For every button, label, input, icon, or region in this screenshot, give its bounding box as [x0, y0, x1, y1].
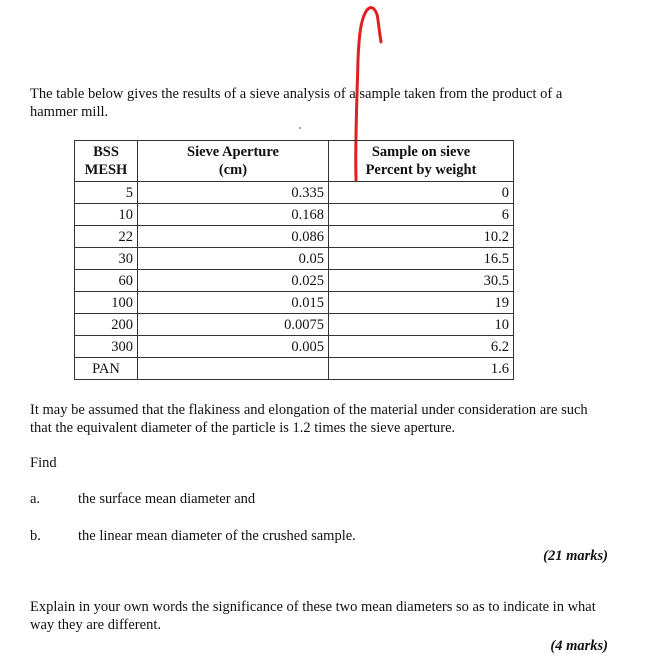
cell-mesh: 5 — [75, 182, 138, 204]
cell-percent: 6.2 — [329, 336, 514, 358]
header-bss-mesh — [75, 141, 138, 182]
table-row — [75, 248, 514, 270]
cell-mesh: 100 — [75, 292, 138, 314]
explain-paragraph: Explain in your own words the significance of these two mean diameters so as to indicate in what way they are different. — [30, 599, 596, 633]
cell-aperture: 0.0075 — [138, 314, 329, 336]
header-aperture-line1: Sieve Aperture — [187, 144, 279, 160]
table-row — [75, 226, 514, 248]
table-row — [75, 358, 514, 380]
cell-aperture: 0.05 — [138, 248, 329, 270]
cell-mesh: 30 — [75, 248, 138, 270]
table-row — [75, 204, 514, 226]
table-row — [75, 336, 514, 358]
header-sample-line1: Sample on sieve — [371, 144, 471, 160]
table-row — [75, 182, 514, 204]
find-label: Find — [30, 455, 57, 471]
header-aperture-line2: (cm) — [218, 162, 248, 178]
header-sieve-aperture — [138, 141, 329, 182]
marks-4: (4 marks) — [550, 638, 608, 654]
cell-aperture: 0.025 — [138, 270, 329, 292]
intro-paragraph: The table below gives the results of a sieve analysis of a sample taken from the product of a hammer mill. — [30, 86, 563, 120]
cell-aperture: 0.168 — [138, 204, 329, 226]
marks-21: (21 marks) — [543, 548, 608, 564]
header-sample-on-sieve — [329, 141, 514, 182]
header-mesh-line2: MESH — [84, 162, 128, 178]
cell-percent: 19 — [329, 292, 514, 314]
cell-percent: 10.2 — [329, 226, 514, 248]
assumption-paragraph: It may be assumed that the flakiness and elongation of the material under consideration are such that the equivalent diameter of the particle is 1.2 times the sieve aperture. — [30, 402, 588, 436]
item-a-label: a. — [30, 491, 41, 507]
item-a-text: the surface mean diameter and — [78, 491, 256, 507]
cell-percent: 1.6 — [329, 358, 514, 380]
table-header-row — [75, 141, 514, 182]
cell-percent: 10 — [329, 314, 514, 336]
cell-percent: 0 — [329, 182, 514, 204]
cell-percent: 16.5 — [329, 248, 514, 270]
cell-mesh: 300 — [75, 336, 138, 358]
cell-mesh: 60 — [75, 270, 138, 292]
table-row — [75, 314, 514, 336]
stray-mark — [299, 127, 301, 129]
cell-aperture: 0.335 — [138, 182, 329, 204]
cell-aperture: 0.015 — [138, 292, 329, 314]
table-row — [75, 292, 514, 314]
item-b-label: b. — [30, 528, 41, 544]
cell-mesh: 200 — [75, 314, 138, 336]
header-sample-line2: Percent by weight — [365, 162, 477, 178]
cell-aperture — [138, 358, 329, 380]
cell-aperture: 0.005 — [138, 336, 329, 358]
cell-mesh: 10 — [75, 204, 138, 226]
cell-percent: 6 — [329, 204, 514, 226]
item-b-text: the linear mean diameter of the crushed sample. — [78, 528, 356, 544]
cell-mesh: PAN — [75, 358, 138, 380]
sieve-analysis-table — [74, 140, 514, 380]
table-row — [75, 270, 514, 292]
header-mesh-line1: BSS — [93, 144, 119, 160]
cell-percent: 30.5 — [329, 270, 514, 292]
cell-mesh: 22 — [75, 226, 138, 248]
cell-aperture: 0.086 — [138, 226, 329, 248]
